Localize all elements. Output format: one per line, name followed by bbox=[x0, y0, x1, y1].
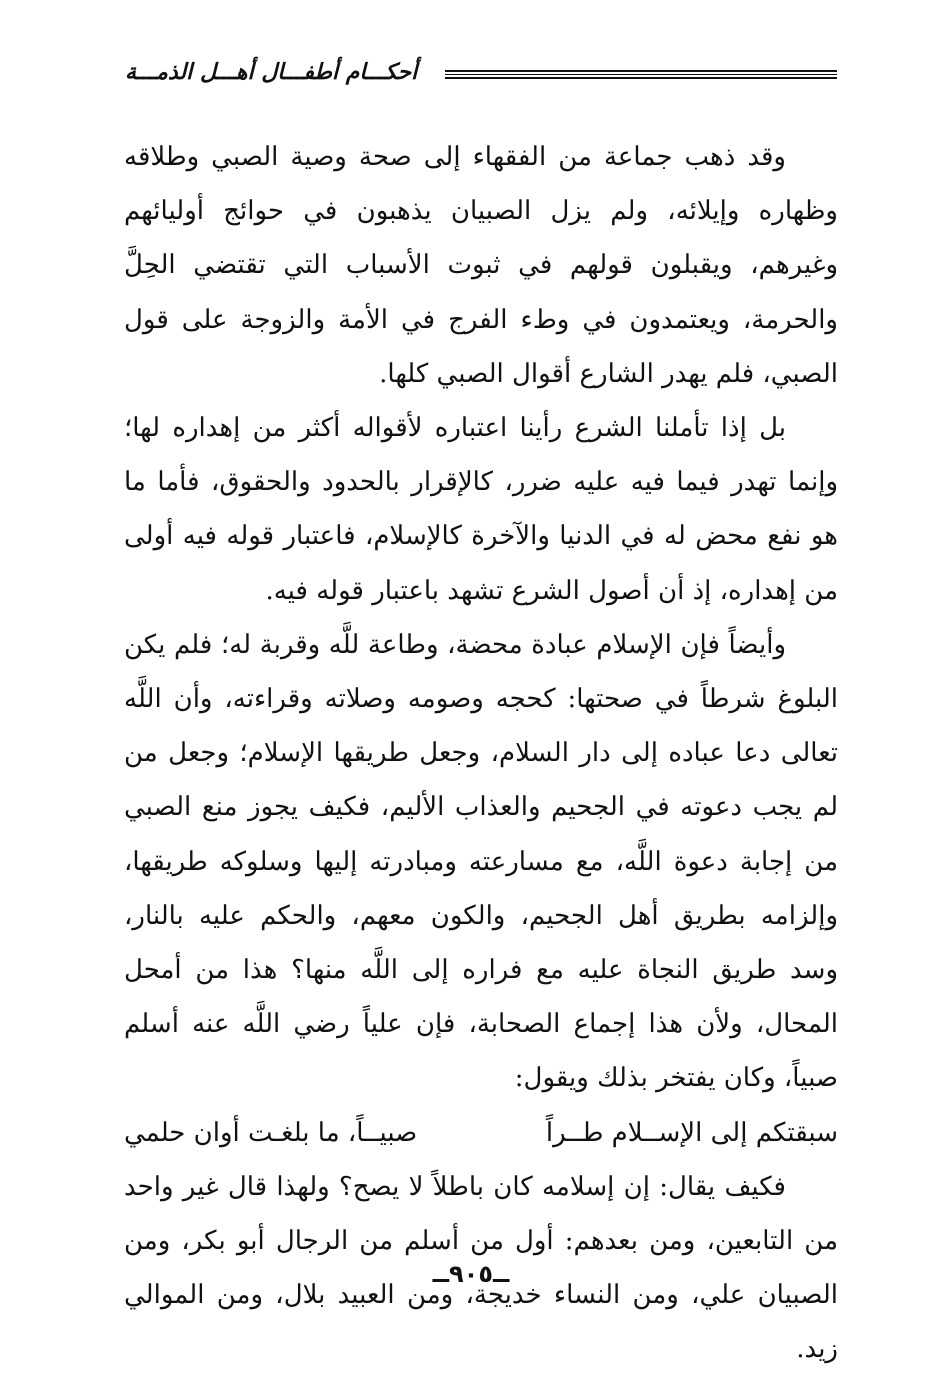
paragraph-2: بل إذا تأملنا الشرع رأينا اعتباره لأقواله أكثر من إهداره لها؛ وإنما تهدر فيما فيه عليه ضرر، كالإقرار بالحدود والحقوق، فأما ما هو نفع محض له في الدنيا والآخرة كالإسلام، فاعتبار قوله فيه أولى من إهداره، إذ أن أصول الشرع تشهد باعتبار قوله فيه. bbox=[124, 413, 838, 606]
verse-second-hemistich: صبيــاً، ما بلغـت أوان حلمي bbox=[124, 1117, 418, 1148]
poetry-verse bbox=[124, 1106, 838, 1160]
verse-first-hemistich: سبقتكم إلى الإســلام طــراً bbox=[545, 1117, 838, 1148]
header-title: أحكـــام أطفـــال أهـــل الذمـــة bbox=[125, 60, 418, 85]
paragraph-4: فكيف يقال: إن إسلامه كان باطلاً لا يصح؟ ولهذا قال غير واحد من التابعين، ومن بعدهم: أول من أسلم من الرجال أبو بكر، ومن الصبيان علي، ومن النساء خديجة، ومن العبيد بلال، ومن الموالي زيد. bbox=[124, 1171, 838, 1365]
paragraph-1: وقد ذهب جماعة من الفقهاء إلى صحة وصية الصبي وطلاقه وظهاره وإيلائه، ولم يزل الصبيان يذهبون في حوائج أوليائهم وغيرهم، ويقبلون قولهم في ثبوت الأسباب التي تقتضي الحِلَّ والحرمة، ويعتمدون في وطء الفرج في الأمة والزوجة على قول الصبي، فلم يهدر الشارع أقوال الصبي كلها. bbox=[124, 142, 838, 389]
page-body bbox=[124, 130, 838, 1376]
running-header bbox=[125, 58, 837, 92]
page-number: ــ٩٠٥ــ bbox=[432, 1260, 510, 1288]
paragraph-3: وأيضاً فإن الإسلام عبادة محضة، وطاعة للَّه وقربة له؛ فلم يكن البلوغ شرطاً في صحتها: كحجه وصومه وصلاته وقراءته، وأن اللَّه تعالى دعا عباده إلى دار السلام، وجعل طريقها الإسلام؛ وجعل من لم يجب دعوته في الجحيم والعذاب الأليم، فكيف يجوز منع الصبي من إجابة دعوة اللَّه، مع مسارعته ومبادرته إليها وسلوكه طريقها، وإلزامه بطريق أهل الجحيم، والكون معهم، والحكم عليه بالنار، وسد طريق النجاة عليه مع فراره إلى اللَّه منها؟ هذا من أمحل المحال، ولأن هذا إجماع الصحابة، فإن علياً رضي اللَّه عنه أسلم صبياً، وكان يفتخر بذلك ويقول: bbox=[124, 629, 838, 1094]
header-rule bbox=[445, 70, 837, 79]
